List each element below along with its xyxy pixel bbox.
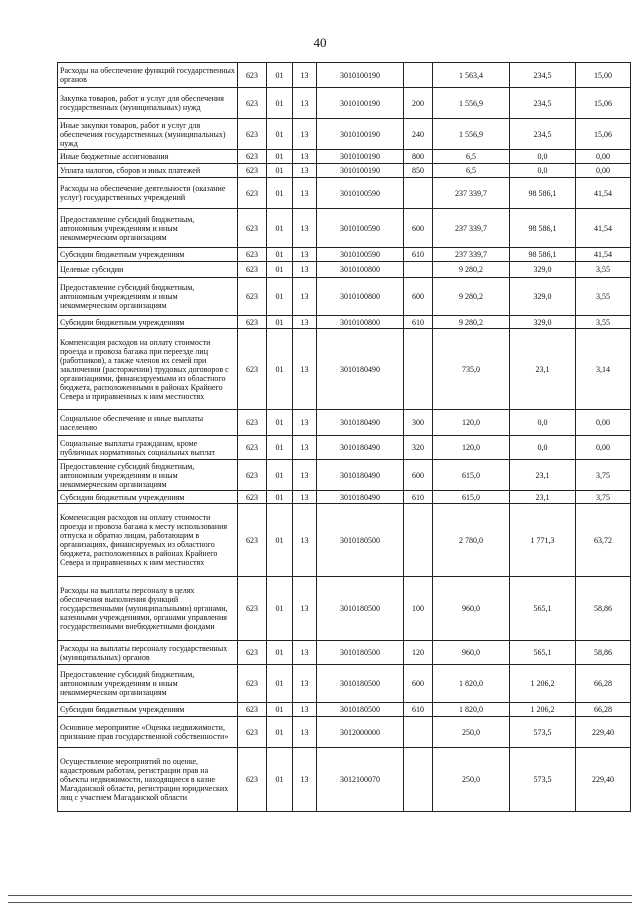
cell-execution-percent: 229,40 [576, 717, 631, 748]
cell-admin-code: 623 [238, 717, 267, 748]
cell-planned-amount: 120,0 [433, 410, 510, 436]
table-row [58, 491, 631, 504]
cell-section: 01 [267, 278, 293, 316]
cell-admin-code: 623 [238, 329, 267, 410]
cell-executed-amount: 565,1 [510, 577, 576, 641]
cell-expense-type [404, 717, 433, 748]
cell-target-article: 3010100190 [317, 88, 404, 119]
cell-execution-percent: 0,00 [576, 410, 631, 436]
cell-expense-type [404, 329, 433, 410]
table-body [58, 63, 631, 812]
cell-planned-amount: 237 339,7 [433, 248, 510, 262]
cell-target-article: 3010180490 [317, 491, 404, 504]
cell-section: 01 [267, 436, 293, 460]
footer-line [8, 895, 632, 896]
table-row [58, 717, 631, 748]
cell-planned-amount: 6,5 [433, 164, 510, 178]
cell-executed-amount: 1 771,3 [510, 504, 576, 577]
cell-expense-type [404, 262, 433, 278]
cell-section: 01 [267, 504, 293, 577]
cell-admin-code: 623 [238, 491, 267, 504]
cell-subsection: 13 [293, 248, 317, 262]
cell-executed-amount: 98 586,1 [510, 248, 576, 262]
cell-execution-percent: 58,86 [576, 577, 631, 641]
cell-execution-percent: 229,40 [576, 748, 631, 812]
cell-expense-name: Субсидии бюджетным учреждениям [58, 316, 238, 329]
cell-admin-code: 623 [238, 278, 267, 316]
cell-section: 01 [267, 460, 293, 491]
cell-planned-amount: 960,0 [433, 577, 510, 641]
cell-planned-amount: 1 820,0 [433, 703, 510, 717]
cell-target-article: 3010180490 [317, 460, 404, 491]
cell-target-article: 3010100190 [317, 150, 404, 164]
cell-execution-percent: 0,00 [576, 150, 631, 164]
cell-section: 01 [267, 150, 293, 164]
cell-planned-amount: 615,0 [433, 460, 510, 491]
cell-subsection: 13 [293, 88, 317, 119]
cell-target-article: 3010180500 [317, 665, 404, 703]
cell-planned-amount: 2 780,0 [433, 504, 510, 577]
cell-admin-code: 623 [238, 436, 267, 460]
cell-planned-amount: 9 280,2 [433, 262, 510, 278]
cell-executed-amount: 234,5 [510, 119, 576, 150]
cell-target-article: 3010100190 [317, 119, 404, 150]
cell-executed-amount: 565,1 [510, 641, 576, 665]
cell-subsection: 13 [293, 665, 317, 703]
cell-subsection: 13 [293, 491, 317, 504]
cell-subsection: 13 [293, 410, 317, 436]
cell-admin-code: 623 [238, 460, 267, 491]
cell-admin-code: 623 [238, 665, 267, 703]
cell-target-article: 3010180500 [317, 504, 404, 577]
cell-executed-amount: 23,1 [510, 460, 576, 491]
cell-execution-percent: 3,75 [576, 460, 631, 491]
cell-target-article: 3010100800 [317, 316, 404, 329]
cell-target-article: 3012100070 [317, 748, 404, 812]
cell-expense-type: 320 [404, 436, 433, 460]
cell-execution-percent: 41,54 [576, 248, 631, 262]
cell-expense-name: Закупка товаров, работ и услуг для обеспечения государственных (муниципальных) нужд [58, 88, 238, 119]
cell-executed-amount: 23,1 [510, 491, 576, 504]
cell-execution-percent: 63,72 [576, 504, 631, 577]
cell-expense-name: Основное мероприятие «Оценка недвижимости, признание прав государственной собственности» [58, 717, 238, 748]
table-row [58, 119, 631, 150]
cell-section: 01 [267, 164, 293, 178]
cell-executed-amount: 0,0 [510, 150, 576, 164]
cell-subsection: 13 [293, 641, 317, 665]
cell-expense-type: 600 [404, 278, 433, 316]
cell-expense-type: 120 [404, 641, 433, 665]
cell-expense-name: Иные бюджетные ассигнования [58, 150, 238, 164]
cell-expense-type: 100 [404, 577, 433, 641]
cell-expense-type: 610 [404, 491, 433, 504]
cell-subsection: 13 [293, 178, 317, 209]
cell-target-article: 3010100800 [317, 278, 404, 316]
cell-subsection: 13 [293, 436, 317, 460]
cell-execution-percent: 15,06 [576, 88, 631, 119]
cell-executed-amount: 573,5 [510, 717, 576, 748]
cell-expense-name: Иные закупки товаров, работ и услуг для обеспечения государственных (муниципальных) нужд [58, 119, 238, 150]
cell-expense-type [404, 178, 433, 209]
cell-subsection: 13 [293, 460, 317, 491]
cell-expense-name: Компенсация расходов на оплату стоимости проезда и провоза багажа при переезде лиц (работников), а также членов их семей при заключении (расторжении) трудовых договоров с организациями, финансируемыми из областного бюджета, расположенными в районах Крайнего Севера и приравненных к ним местностях [58, 329, 238, 410]
table-row [58, 329, 631, 410]
cell-admin-code: 623 [238, 748, 267, 812]
cell-section: 01 [267, 329, 293, 410]
cell-planned-amount: 615,0 [433, 491, 510, 504]
cell-executed-amount: 573,5 [510, 748, 576, 812]
cell-expense-type [404, 748, 433, 812]
cell-target-article: 3010100590 [317, 178, 404, 209]
cell-section: 01 [267, 641, 293, 665]
page-number: 40 [313, 35, 327, 50]
cell-planned-amount: 1 820,0 [433, 665, 510, 703]
cell-expense-type: 610 [404, 703, 433, 717]
cell-section: 01 [267, 119, 293, 150]
table-row [58, 63, 631, 88]
cell-section: 01 [267, 178, 293, 209]
cell-execution-percent: 3,55 [576, 316, 631, 329]
cell-executed-amount: 0,0 [510, 436, 576, 460]
cell-executed-amount: 329,0 [510, 278, 576, 316]
cell-expense-type: 610 [404, 316, 433, 329]
cell-executed-amount: 329,0 [510, 262, 576, 278]
cell-section: 01 [267, 248, 293, 262]
cell-admin-code: 623 [238, 88, 267, 119]
cell-expense-name: Субсидии бюджетным учреждениям [58, 703, 238, 717]
cell-expense-name: Расходы на выплаты персоналу в целях обеспечения выполнения функций государственными (муниципальными) органами, казенными учреждениями, органами управления государственными внебюджетными фондами [58, 577, 238, 641]
cell-target-article: 3010100190 [317, 63, 404, 88]
cell-target-article: 3012000000 [317, 717, 404, 748]
cell-execution-percent: 41,54 [576, 209, 631, 248]
cell-subsection: 13 [293, 316, 317, 329]
cell-execution-percent: 3,55 [576, 262, 631, 278]
cell-admin-code: 623 [238, 641, 267, 665]
table-row [58, 665, 631, 703]
cell-planned-amount: 237 339,7 [433, 178, 510, 209]
cell-subsection: 13 [293, 63, 317, 88]
cell-execution-percent: 58,86 [576, 641, 631, 665]
cell-section: 01 [267, 88, 293, 119]
cell-expense-type: 850 [404, 164, 433, 178]
cell-planned-amount: 1 563,4 [433, 63, 510, 88]
cell-expense-name: Субсидии бюджетным учреждениям [58, 248, 238, 262]
cell-execution-percent: 3,14 [576, 329, 631, 410]
cell-executed-amount: 98 586,1 [510, 209, 576, 248]
cell-target-article: 3010180490 [317, 410, 404, 436]
table-row [58, 164, 631, 178]
cell-expense-name: Расходы на обеспечение деятельности (оказание услуг) государственных учреждений [58, 178, 238, 209]
cell-target-article: 3010180490 [317, 329, 404, 410]
cell-planned-amount: 9 280,2 [433, 278, 510, 316]
table-row [58, 178, 631, 209]
cell-admin-code: 623 [238, 504, 267, 577]
cell-expense-type: 610 [404, 248, 433, 262]
budget-table [57, 62, 631, 812]
cell-expense-name: Социальное обеспечение и иные выплаты населению [58, 410, 238, 436]
cell-section: 01 [267, 262, 293, 278]
cell-executed-amount: 234,5 [510, 63, 576, 88]
cell-target-article: 3010180500 [317, 577, 404, 641]
cell-expense-name: Расходы на выплаты персоналу государственных (муниципальных) органов [58, 641, 238, 665]
cell-subsection: 13 [293, 262, 317, 278]
cell-expense-type: 600 [404, 209, 433, 248]
cell-execution-percent: 0,00 [576, 164, 631, 178]
cell-target-article: 3010100590 [317, 248, 404, 262]
cell-expense-type: 200 [404, 88, 433, 119]
cell-planned-amount: 1 556,9 [433, 88, 510, 119]
table-row [58, 577, 631, 641]
cell-expense-type: 800 [404, 150, 433, 164]
cell-planned-amount: 120,0 [433, 436, 510, 460]
cell-expense-type: 600 [404, 460, 433, 491]
cell-section: 01 [267, 717, 293, 748]
cell-section: 01 [267, 491, 293, 504]
cell-admin-code: 623 [238, 703, 267, 717]
cell-planned-amount: 9 280,2 [433, 316, 510, 329]
cell-admin-code: 623 [238, 248, 267, 262]
cell-execution-percent: 3,75 [576, 491, 631, 504]
cell-subsection: 13 [293, 209, 317, 248]
cell-admin-code: 623 [238, 164, 267, 178]
cell-subsection: 13 [293, 577, 317, 641]
cell-execution-percent: 15,00 [576, 63, 631, 88]
cell-section: 01 [267, 577, 293, 641]
cell-target-article: 3010100190 [317, 164, 404, 178]
cell-admin-code: 623 [238, 410, 267, 436]
cell-execution-percent: 66,28 [576, 703, 631, 717]
footer-line [8, 902, 632, 903]
cell-planned-amount: 6,5 [433, 150, 510, 164]
cell-planned-amount: 250,0 [433, 717, 510, 748]
cell-planned-amount: 250,0 [433, 748, 510, 812]
cell-executed-amount: 0,0 [510, 410, 576, 436]
cell-subsection: 13 [293, 164, 317, 178]
cell-section: 01 [267, 410, 293, 436]
table-row [58, 436, 631, 460]
cell-target-article: 3010100800 [317, 262, 404, 278]
cell-execution-percent: 0,00 [576, 436, 631, 460]
cell-expense-name: Социальные выплаты гражданам, кроме публичных нормативных социальных выплат [58, 436, 238, 460]
cell-admin-code: 623 [238, 577, 267, 641]
cell-expense-name: Компенсация расходов на оплату стоимости проезда и провоза багажа к месту использования отпуска и обратно лицам, работающим в организациях, финансируемых из областного бюджета, расположенных в районах Крайнего Севера и приравненных к ним местностях [58, 504, 238, 577]
table-row [58, 150, 631, 164]
cell-executed-amount: 0,0 [510, 164, 576, 178]
cell-expense-name: Расходы на обеспечение функций государственных органов [58, 63, 238, 88]
cell-planned-amount: 237 339,7 [433, 209, 510, 248]
cell-section: 01 [267, 209, 293, 248]
cell-subsection: 13 [293, 717, 317, 748]
cell-section: 01 [267, 316, 293, 329]
cell-subsection: 13 [293, 504, 317, 577]
table-row [58, 209, 631, 248]
cell-admin-code: 623 [238, 119, 267, 150]
cell-execution-percent: 41,54 [576, 178, 631, 209]
cell-execution-percent: 66,28 [576, 665, 631, 703]
cell-execution-percent: 3,55 [576, 278, 631, 316]
table-row [58, 316, 631, 329]
table-row [58, 248, 631, 262]
cell-subsection: 13 [293, 119, 317, 150]
cell-expense-type [404, 63, 433, 88]
table-row [58, 460, 631, 491]
cell-admin-code: 623 [238, 209, 267, 248]
table-row [58, 262, 631, 278]
cell-expense-name: Предоставление субсидий бюджетным, автономным учреждениям и иным некоммерческим организациям [58, 460, 238, 491]
cell-expense-name: Предоставление субсидий бюджетным, автономным учреждениям и иным некоммерческим организациям [58, 278, 238, 316]
table-row [58, 641, 631, 665]
cell-planned-amount: 1 556,9 [433, 119, 510, 150]
cell-subsection: 13 [293, 278, 317, 316]
table-row [58, 748, 631, 812]
cell-expense-type: 300 [404, 410, 433, 436]
cell-section: 01 [267, 63, 293, 88]
cell-target-article: 3010180500 [317, 641, 404, 665]
cell-executed-amount: 1 206,2 [510, 703, 576, 717]
cell-expense-name: Субсидии бюджетным учреждениям [58, 491, 238, 504]
cell-admin-code: 623 [238, 150, 267, 164]
cell-execution-percent: 15,06 [576, 119, 631, 150]
cell-expense-type: 600 [404, 665, 433, 703]
cell-expense-type [404, 504, 433, 577]
cell-executed-amount: 234,5 [510, 88, 576, 119]
table-row [58, 278, 631, 316]
cell-expense-type: 240 [404, 119, 433, 150]
cell-executed-amount: 329,0 [510, 316, 576, 329]
cell-subsection: 13 [293, 703, 317, 717]
cell-expense-name: Предоставление субсидий бюджетным, автономным учреждениям и иным некоммерческим организациям [58, 665, 238, 703]
cell-subsection: 13 [293, 329, 317, 410]
cell-section: 01 [267, 703, 293, 717]
cell-executed-amount: 1 206,2 [510, 665, 576, 703]
cell-section: 01 [267, 748, 293, 812]
table-row [58, 703, 631, 717]
cell-subsection: 13 [293, 748, 317, 812]
cell-expense-name: Предоставление субсидий бюджетным, автономным учреждениям и иным некоммерческим организациям [58, 209, 238, 248]
cell-target-article: 3010180490 [317, 436, 404, 460]
table-row [58, 410, 631, 436]
table-row [58, 88, 631, 119]
cell-expense-name: Осуществление мероприятий по оценке, кадастровым работам, регистрации прав на объекты недвижимости, находящиеся в казне Магаданской области, регистрации юридических лиц с участием Магаданской области [58, 748, 238, 812]
cell-admin-code: 623 [238, 316, 267, 329]
cell-planned-amount: 735,0 [433, 329, 510, 410]
table-row [58, 504, 631, 577]
cell-planned-amount: 960,0 [433, 641, 510, 665]
cell-section: 01 [267, 665, 293, 703]
cell-admin-code: 623 [238, 178, 267, 209]
cell-target-article: 3010180500 [317, 703, 404, 717]
cell-executed-amount: 98 586,1 [510, 178, 576, 209]
cell-executed-amount: 23,1 [510, 329, 576, 410]
cell-expense-name: Уплата налогов, сборов и иных платежей [58, 164, 238, 178]
cell-admin-code: 623 [238, 262, 267, 278]
cell-expense-name: Целевые субсидии [58, 262, 238, 278]
cell-subsection: 13 [293, 150, 317, 164]
cell-target-article: 3010100590 [317, 209, 404, 248]
cell-admin-code: 623 [238, 63, 267, 88]
